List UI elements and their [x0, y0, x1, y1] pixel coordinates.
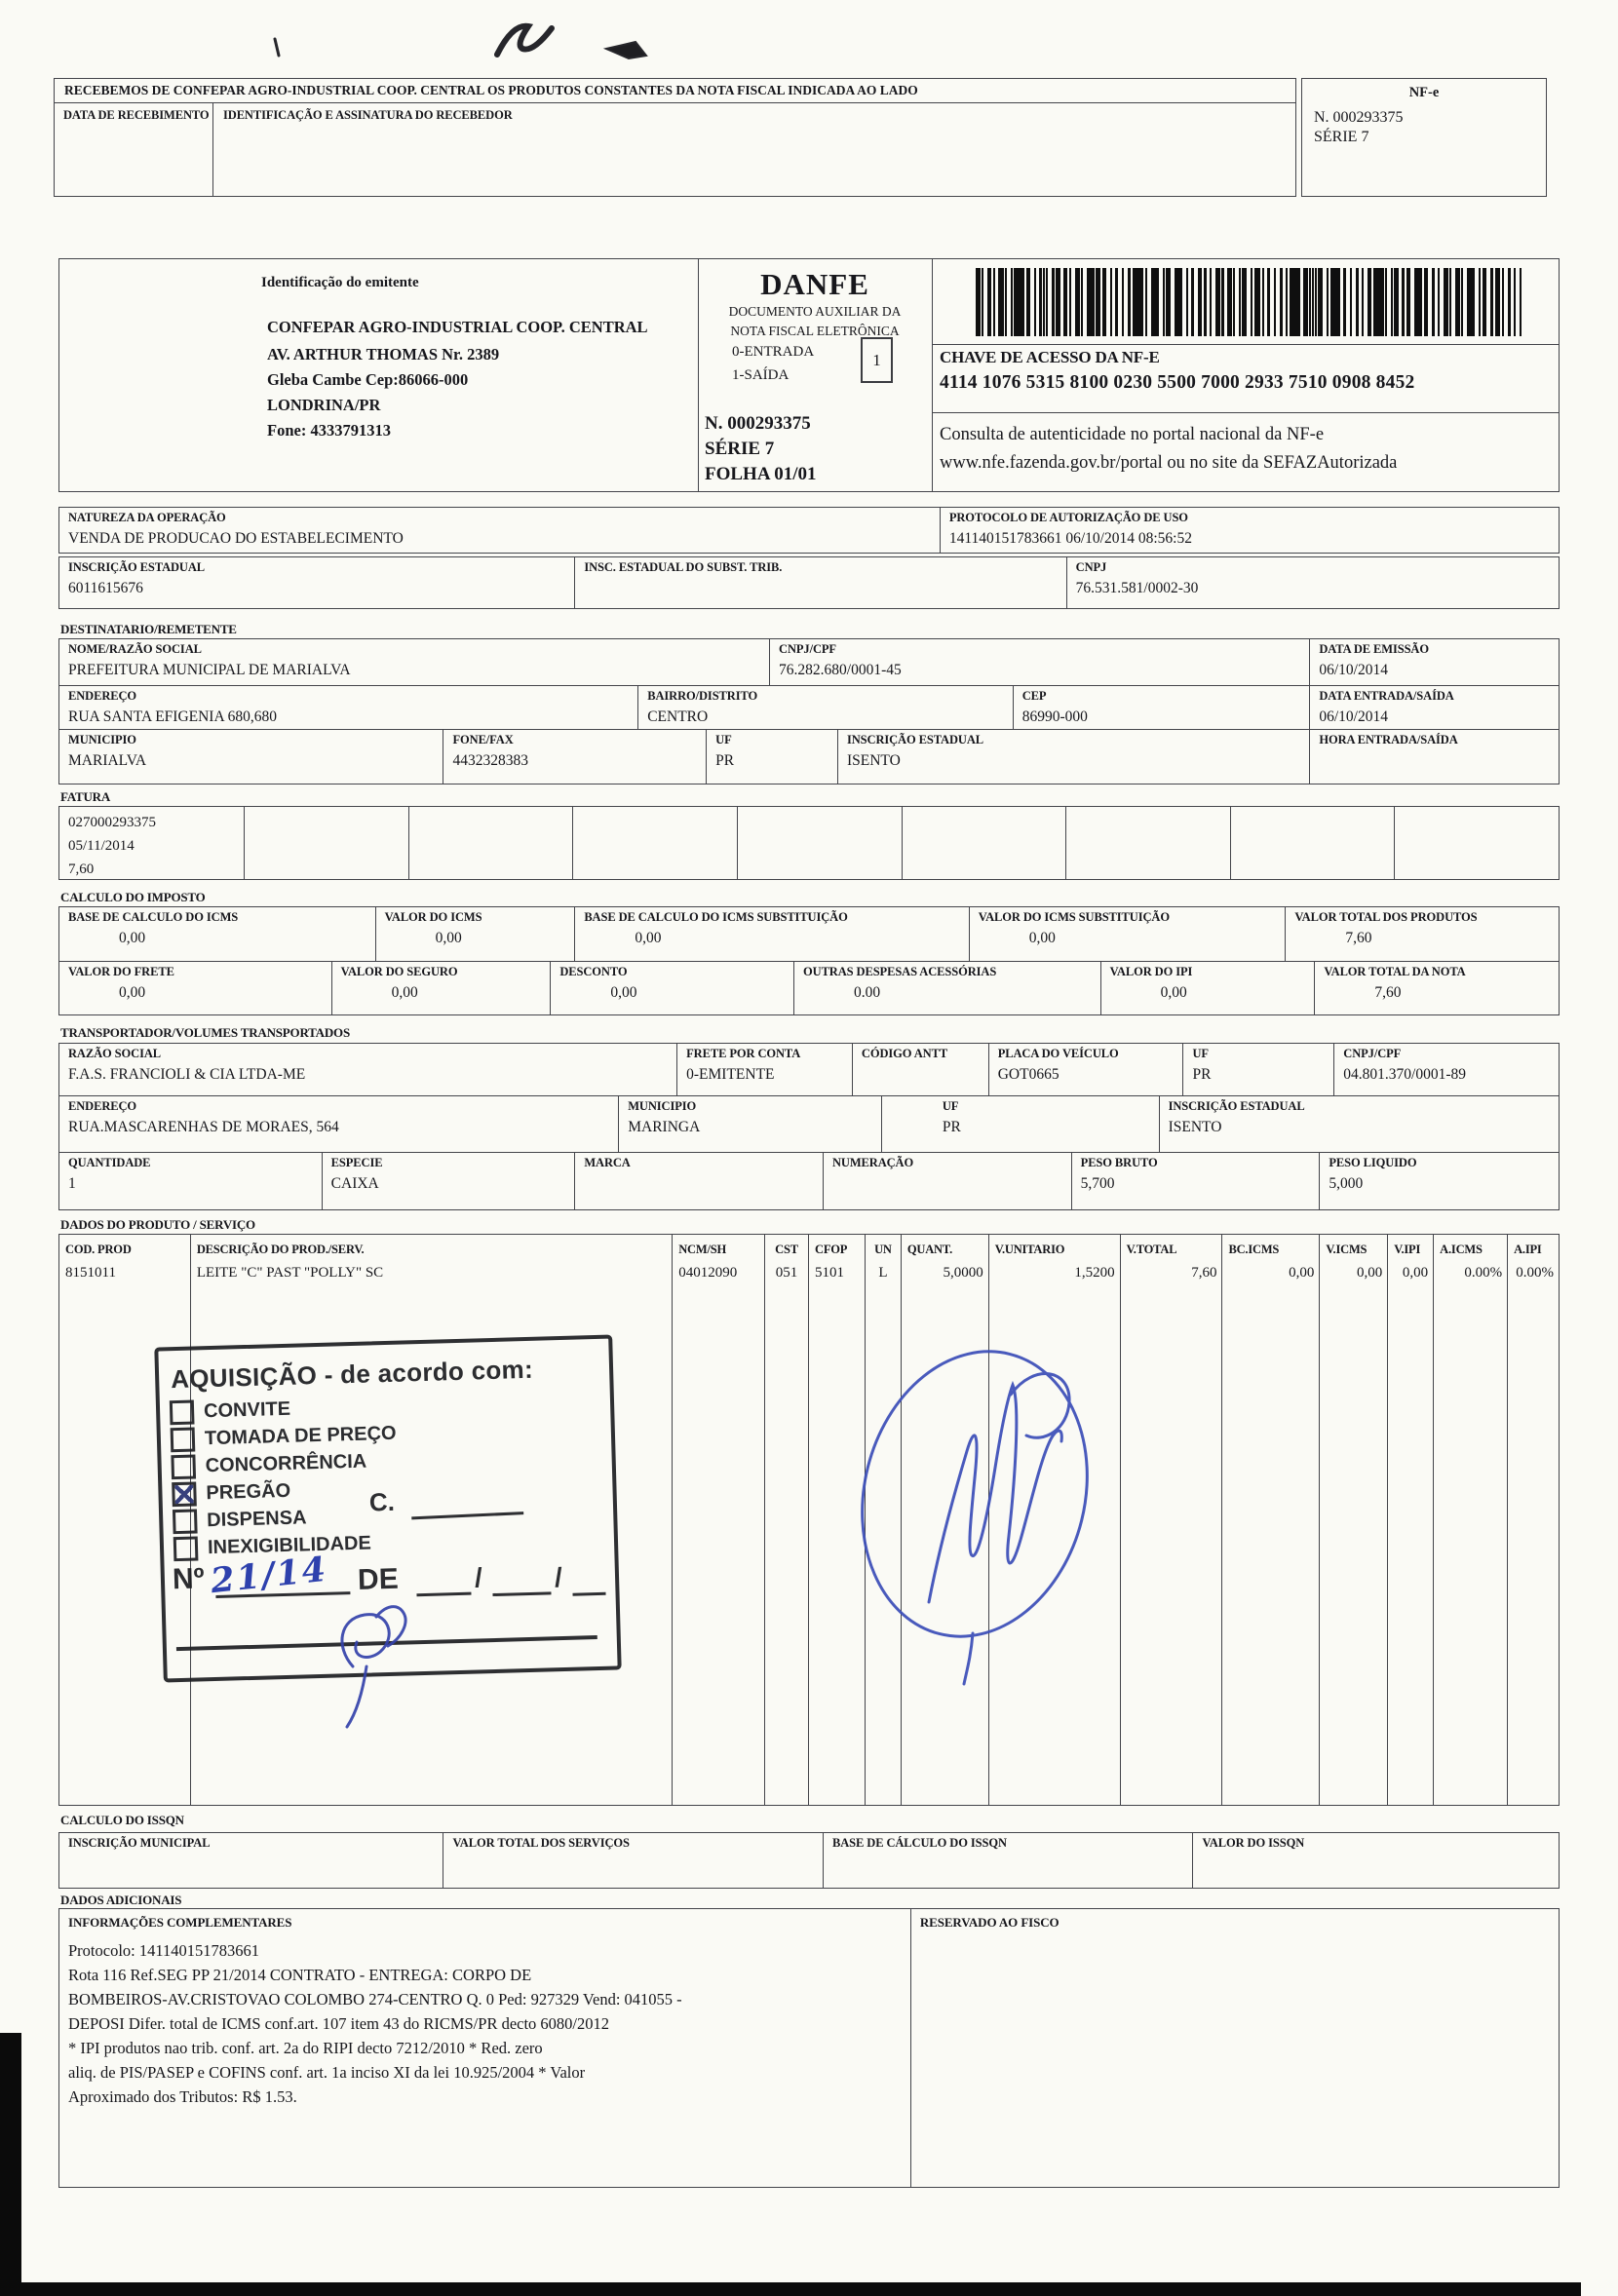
produtos-section-label: DADOS DO PRODUTO / SERVIÇO	[60, 1217, 255, 1232]
field-cnpj-emitente	[1067, 557, 1559, 608]
dest-cep-valor: 86990-000	[1021, 708, 1088, 725]
dest-municipio-valor: MARIALVA	[68, 752, 147, 769]
valor-frete-label: VALOR DO FRETE	[68, 965, 174, 978]
fatura-cell-vazia	[409, 807, 574, 879]
emitente-complemento: Gleba Cambe Cep:86066-000	[267, 370, 469, 389]
field-marca	[575, 1153, 824, 1209]
field-valor-issqn	[1193, 1833, 1559, 1888]
field-quantidade	[59, 1153, 323, 1209]
dest-cnpj-valor: 76.282.680/0001-45	[779, 662, 902, 678]
header-ncm: NCM/SH	[678, 1243, 726, 1256]
dest-fone-label: FONE/FAX	[452, 733, 514, 746]
col-v-icms	[1320, 1235, 1388, 1805]
field-valor-icms	[376, 907, 576, 961]
field-dest-uf	[707, 730, 838, 784]
field-transp-municipio	[619, 1096, 882, 1152]
divider	[932, 259, 933, 491]
stamp-numero-label: Nº	[172, 1562, 206, 1596]
stamp-slash-1: /	[474, 1562, 483, 1593]
field-dest-cep	[1014, 686, 1311, 729]
field-natureza-operacao	[59, 508, 941, 553]
fatura-valor: 7,60	[68, 861, 95, 877]
stamp-option-tomada: TOMADA DE PREÇO	[204, 1422, 397, 1449]
header-v-unitario: V.UNITARIO	[994, 1243, 1065, 1256]
divider	[932, 344, 1559, 345]
stamp-data-line-1	[416, 1592, 471, 1597]
transp-uf1-valor: PR	[1192, 1066, 1212, 1083]
col-quant	[902, 1235, 989, 1805]
field-dest-bairro	[638, 686, 1014, 729]
col-v-total	[1121, 1235, 1223, 1805]
peso-liquido-valor: 5,000	[1329, 1175, 1364, 1192]
nfe-title: NF-e	[1408, 85, 1440, 100]
valor-descricao: LEITE "C" PAST "POLLY" SC	[196, 1265, 384, 1281]
consulta-linha-2: www.nfe.fazenda.gov.br/portal ou no site da SEFAZAutorizada	[940, 453, 1398, 473]
header-v-ipi: V.IPI	[1394, 1243, 1421, 1256]
field-transp-endereco	[59, 1096, 619, 1152]
valor-seguro-label: VALOR DO SEGURO	[340, 965, 458, 978]
dest-nome-label: NOME/RAZÃO SOCIAL	[68, 642, 202, 656]
col-v-ipi	[1388, 1235, 1434, 1805]
row-destinatario-3	[58, 729, 1560, 784]
field-placa-veiculo	[989, 1044, 1184, 1095]
field-transp-uf2	[882, 1096, 1160, 1152]
row-dados-adicionais	[58, 1908, 1560, 2188]
header-v-icms: V.ICMS	[1326, 1243, 1368, 1256]
danfe-entrada: 0-ENTRADA	[732, 344, 815, 360]
row-transportador-1	[58, 1043, 1560, 1096]
dest-nome-valor: PREFEITURA MUNICIPAL DE MARIALVA	[68, 662, 351, 678]
dados-adicionais-section-label: DADOS ADICIONAIS	[60, 1893, 182, 1907]
info-linha-4: DEPOSI Difer. total de ICMS conf.art. 107 item 43 do RICMS/PR decto 6080/2012	[68, 2014, 610, 2033]
field-dest-municipio	[59, 730, 443, 784]
info-linha-6: aliq. de PIS/PASEP e COFINS conf. art. 1a inciso XI da lei 10.925/2004 * Valor	[68, 2063, 586, 2082]
fatura-cell-vazia	[1231, 807, 1396, 879]
field-data-emissao	[1310, 639, 1559, 685]
stamp-c-label: C.	[368, 1486, 396, 1517]
valor-icms-label: VALOR DO ICMS	[384, 910, 482, 924]
data-emissao-label: DATA DE EMISSÃO	[1319, 642, 1429, 656]
field-dest-endereco	[59, 686, 638, 729]
fatura-cell-vazia	[903, 807, 1067, 879]
especie-label: ESPECIE	[330, 1156, 383, 1169]
transp-uf2-label: UF	[942, 1099, 959, 1113]
cnpj-emitente-label: CNPJ	[1075, 560, 1107, 574]
numeracao-label: NUMERAÇÃO	[831, 1156, 914, 1169]
protocolo-label: PROTOCOLO DE AUTORIZAÇÃO DE USO	[948, 511, 1188, 524]
transp-ie-label: INSCRIÇÃO ESTADUAL	[1168, 1099, 1305, 1113]
valor-servicos-label: VALOR TOTAL DOS SERVIÇOS	[452, 1836, 630, 1850]
field-ie-subst-trib	[575, 557, 1066, 608]
field-hora-entrada-saida	[1310, 730, 1559, 784]
data-entrada-label: DATA ENTRADA/SAÍDA	[1319, 689, 1454, 703]
transportador-section-label: TRANSPORTADOR/VOLUMES TRANSPORTADOS	[60, 1025, 351, 1040]
placa-label: PLACA DO VEÍCULO	[997, 1047, 1119, 1060]
header-quant: QUANT.	[906, 1243, 953, 1256]
bc-icms-st-label: BASE DE CALCULO DO ICMS SUBSTITUIÇÃO	[584, 910, 848, 924]
stamp-title: AQUISIÇÃO - de acordo com:	[170, 1354, 534, 1395]
emitente-nome: CONFEPAR AGRO-INDUSTRIAL COOP. CENTRAL	[267, 318, 648, 336]
protocolo-valor: 141140151783661 06/10/2014 08:56:52	[948, 530, 1192, 547]
stamp-checkbox-2	[171, 1454, 196, 1479]
fatura-vencimento: 05/11/2014	[68, 838, 135, 854]
natureza-valor: VENDA DE PRODUCAO DO ESTABELECIMENTO	[68, 530, 404, 547]
data-emissao-valor: 06/10/2014	[1319, 662, 1388, 678]
row-imposto-1	[58, 906, 1560, 962]
handwritten-pregao-numero: 21/14	[209, 1549, 330, 1602]
field-valor-ipi	[1101, 962, 1316, 1014]
fatura-cell-vazia	[1395, 807, 1559, 879]
fatura-cell-vazia	[573, 807, 738, 879]
info-linha-1: Protocolo: 141140151783661	[68, 1941, 260, 1960]
header-cfop: CFOP	[815, 1243, 848, 1256]
info-linha-3: BOMBEIROS-AV.CRISTOVAO COLOMBO 274-CENTRO Q. 0 Ped: 927329 Vend: 041055 -	[68, 1990, 682, 2009]
field-valor-total-produtos	[1286, 907, 1559, 961]
transp-uf1-label: UF	[1192, 1047, 1209, 1060]
field-valor-seguro	[332, 962, 552, 1014]
col-bc-icms	[1222, 1235, 1320, 1805]
danfe-saida: 1-SAÍDA	[732, 367, 790, 383]
valor-v-total: 7,60	[1191, 1265, 1217, 1281]
dest-endereco-valor: RUA SANTA EFIGENIA 680,680	[68, 708, 278, 725]
stamp-option-convite: CONVITE	[203, 1397, 291, 1422]
transp-municipio-label: MUNICIPIO	[628, 1099, 697, 1113]
aquisicao-stamp	[154, 1335, 621, 1683]
data-entrada-valor: 06/10/2014	[1319, 708, 1388, 725]
data-recebimento-label: DATA DE RECEBIMENTO	[63, 108, 210, 122]
info-linha-7: Aproximado dos Tributos: R$ 1.53.	[68, 2087, 297, 2106]
bc-icms-valor: 0,00	[119, 930, 146, 946]
reservado-fisco-label: RESERVADO AO FISCO	[919, 1915, 1059, 1930]
peso-bruto-valor: 5,700	[1080, 1175, 1115, 1192]
info-complementares-label: INFORMAÇÕES COMPLEMENTARES	[68, 1915, 292, 1930]
placa-valor: GOT0665	[997, 1066, 1059, 1083]
cnpj-emitente-valor: 76.531.581/0002-30	[1075, 580, 1199, 596]
header-a-ipi: A.IPI	[1514, 1243, 1542, 1256]
col-cfop	[809, 1235, 866, 1805]
stamp-checkbox-4	[173, 1509, 198, 1534]
emitente-municipio: LONDRINA/PR	[267, 396, 381, 414]
field-desconto	[551, 962, 794, 1014]
issqn-section-label: CALCULO DO ISSQN	[60, 1813, 184, 1827]
peso-bruto-label: PESO BRUTO	[1080, 1156, 1158, 1169]
valor-un: L	[878, 1265, 888, 1281]
dest-municipio-label: MUNICIPIO	[68, 733, 136, 746]
field-valor-frete	[59, 962, 332, 1014]
field-outras-despesas	[794, 962, 1101, 1014]
header-bc-icms: BC.ICMS	[1228, 1243, 1280, 1256]
field-identificacao-recebedor	[213, 103, 1295, 197]
transp-ie-valor: ISENTO	[1168, 1119, 1222, 1135]
info-linha-2: Rota 116 Ref.SEG PP 21/2014 CONTRATO - ENTREGA: CORPO DE	[68, 1966, 532, 1984]
valor-bc-icms: 0,00	[1289, 1265, 1315, 1281]
header-cod-prod: COD. PROD	[65, 1243, 132, 1256]
canhoto-nfe-box	[1301, 78, 1547, 197]
stamp-checkbox-5	[173, 1536, 199, 1561]
valor-issqn-label: VALOR DO ISSQN	[1202, 1836, 1305, 1850]
field-protocolo	[941, 508, 1559, 553]
danfe-tipo-box: 1	[861, 337, 893, 383]
canhoto-statement: RECEBEMOS DE CONFEPAR AGRO-INDUSTRIAL COOP. CENTRAL OS PRODUTOS CONSTANTES DA NOTA FISCAL INDICADA AO LADO	[55, 79, 1295, 103]
field-data-entrada-saida	[1310, 686, 1559, 729]
col-a-ipi	[1508, 1235, 1559, 1805]
stamp-de-label: DE	[357, 1562, 400, 1596]
frete-conta-label: FRETE POR CONTA	[686, 1047, 801, 1060]
stamp-slash-2: /	[554, 1562, 563, 1593]
info-linha-5: * IPI produtos nao trib. conf. art. 2a do RIPI decto 7212/2010 * Red. zero	[68, 2039, 543, 2057]
outras-despesas-label: OUTRAS DESPESAS ACESSÓRIAS	[803, 965, 997, 978]
peso-liquido-label: PESO LIQUIDO	[1329, 1156, 1417, 1169]
outras-despesas-valor: 0.00	[854, 984, 881, 1001]
valor-frete-valor: 0,00	[119, 984, 146, 1001]
danfe-serie: SÉRIE 7	[705, 439, 775, 459]
valor-icms-valor: 0,00	[435, 930, 462, 946]
valor-cod-prod: 8151011	[65, 1265, 116, 1281]
especie-valor: CAIXA	[330, 1175, 379, 1192]
valor-ipi-label: VALOR DO IPI	[1109, 965, 1193, 978]
emitente-section-label: Identificação do emitente	[261, 275, 419, 290]
transp-razao-valor: F.A.S. FRANCIOLI & CIA LTDA-ME	[68, 1066, 306, 1083]
stamp-option-inexigibilidade: INEXIGIBILIDADE	[207, 1531, 372, 1558]
transp-razao-label: RAZÃO SOCIAL	[68, 1047, 161, 1060]
dest-ie-label: INSCRIÇÃO ESTADUAL	[846, 733, 983, 746]
dest-ie-valor: ISENTO	[846, 752, 901, 769]
imposto-section-label: CALCULO DO IMPOSTO	[60, 890, 206, 904]
transp-municipio-valor: MARINGA	[628, 1119, 701, 1135]
dest-uf-label: UF	[715, 733, 732, 746]
field-frete-por-conta	[677, 1044, 853, 1095]
quantidade-valor: 1	[68, 1175, 76, 1192]
stamp-checkbox-3	[172, 1481, 197, 1507]
scan-artifact-left-bar	[0, 2033, 21, 2284]
col-ncm	[673, 1235, 765, 1805]
stamp-option-dispensa: DISPENSA	[206, 1506, 307, 1531]
divider	[932, 412, 1559, 413]
fatura-section-label: FATURA	[60, 789, 111, 804]
stamp-signature-line	[176, 1635, 597, 1651]
danfe-subtitle-1: DOCUMENTO AUXILIAR DA	[728, 304, 902, 319]
quantidade-label: QUANTIDADE	[68, 1156, 151, 1169]
stamp-option-pregao: PREGÃO	[206, 1479, 291, 1504]
header-a-icms: A.ICMS	[1440, 1243, 1483, 1256]
consulta-linha-1: Consulta de autenticidade no portal nacional da NF-e	[940, 425, 1325, 444]
stamp-data-line-2	[492, 1591, 551, 1596]
field-valor-servicos	[443, 1833, 824, 1888]
scan-artifact-bottom-bar	[0, 2282, 1581, 2296]
field-reservado-fisco	[911, 1909, 1559, 2187]
valor-cfop: 5101	[815, 1265, 844, 1281]
fatura-cell-vazia	[245, 807, 409, 879]
danfe-folha: FOLHA 01/01	[705, 464, 817, 484]
row-natureza	[58, 507, 1560, 554]
valor-seguro-valor: 0,00	[391, 984, 418, 1001]
row-destinatario-2	[58, 685, 1560, 730]
header-un: UN	[874, 1243, 892, 1256]
valor-v-unitario: 1,5200	[1074, 1265, 1115, 1281]
field-peso-bruto	[1072, 1153, 1321, 1209]
fatura-cell-vazia	[1066, 807, 1231, 879]
pen-marks-top	[275, 26, 646, 58]
row-transportador-2	[58, 1095, 1560, 1153]
base-issqn-label: BASE DE CÁLCULO DO ISSQN	[831, 1836, 1007, 1850]
valor-ipi-valor: 0,00	[1160, 984, 1187, 1001]
identificacao-label: IDENTIFICAÇÃO E ASSINATURA DO RECEBEDOR	[223, 108, 513, 122]
field-dest-fone	[443, 730, 707, 784]
transp-endereco-valor: RUA.MASCARENHAS DE MORAES, 564	[68, 1119, 339, 1135]
dest-bairro-label: BAIRRO/DISTRITO	[647, 689, 758, 703]
barcode	[976, 268, 1522, 336]
field-bc-icms-st	[575, 907, 969, 961]
row-fatura	[58, 806, 1560, 880]
valor-cst: 051	[775, 1265, 798, 1281]
natureza-label: NATUREZA DA OPERAÇÃO	[68, 511, 226, 524]
chave-acesso-label: CHAVE DE ACESSO DA NF-E	[940, 348, 1160, 366]
field-base-issqn	[824, 1833, 1194, 1888]
col-a-icms	[1434, 1235, 1508, 1805]
field-transp-cnpj	[1334, 1044, 1559, 1095]
row-transportador-3	[58, 1152, 1560, 1210]
col-un	[866, 1235, 902, 1805]
dest-fone-valor: 4432328383	[452, 752, 528, 769]
field-inscricao-municipal	[59, 1833, 443, 1888]
desconto-valor: 0,00	[610, 984, 637, 1001]
field-transp-razao	[59, 1044, 677, 1095]
field-numeracao	[824, 1153, 1072, 1209]
row-destinatario-1	[58, 638, 1560, 686]
field-transp-uf1	[1183, 1044, 1334, 1095]
field-especie	[323, 1153, 576, 1209]
dest-bairro-valor: CENTRO	[647, 708, 709, 725]
stamp-data-line-3	[572, 1592, 605, 1596]
canhoto-recibo	[54, 78, 1296, 197]
col-cst	[765, 1235, 809, 1805]
field-data-recebimento	[55, 103, 213, 197]
marca-label: MARCA	[584, 1156, 631, 1169]
field-codigo-antt	[853, 1044, 989, 1095]
transp-uf2-valor: PR	[942, 1119, 961, 1135]
valor-quant: 5,0000	[943, 1265, 983, 1281]
chave-acesso-valor: 4114 1076 5315 8100 0230 5500 7000 2933 7510 0908 8452	[940, 372, 1415, 393]
valor-v-icms: 0,00	[1356, 1265, 1383, 1281]
header-v-total: V.TOTAL	[1126, 1243, 1177, 1256]
danfe-title: DANFE	[760, 267, 869, 301]
desconto-label: DESCONTO	[559, 965, 628, 978]
danfe-header	[58, 258, 1560, 492]
field-bc-icms	[59, 907, 376, 961]
valor-a-icms: 0.00%	[1464, 1265, 1503, 1281]
field-fatura-dados	[59, 807, 245, 879]
inscricao-municipal-label: INSCRIÇÃO MUNICIPAL	[68, 1836, 211, 1850]
row-imposto-2	[58, 961, 1560, 1015]
nfe-numero: N. 000293375	[1314, 109, 1404, 126]
field-peso-liquido	[1320, 1153, 1559, 1209]
transp-cnpj-label: CNPJ/CPF	[1343, 1047, 1402, 1060]
danfe-subtitle-2: NOTA FISCAL ELETRÔNICA	[730, 324, 900, 338]
bc-icms-label: BASE DE CALCULO DO ICMS	[68, 910, 239, 924]
emitente-endereco: AV. ARTHUR THOMAS Nr. 2389	[267, 345, 500, 364]
row-issqn	[58, 1832, 1560, 1889]
field-dest-cnpj	[770, 639, 1310, 685]
destinatario-section-label: DESTINATARIO/REMETENTE	[60, 622, 237, 636]
header-descricao: DESCRIÇÃO DO PROD./SERV.	[196, 1243, 365, 1256]
ie-label: INSCRIÇÃO ESTADUAL	[68, 560, 206, 574]
valor-icms-st-valor: 0,00	[1028, 930, 1056, 946]
stamp-checkbox-1	[171, 1427, 196, 1452]
transp-endereco-label: ENDEREÇO	[68, 1099, 137, 1113]
field-transp-ie	[1160, 1096, 1559, 1152]
field-valor-total-nota	[1315, 962, 1559, 1014]
valor-v-ipi: 0,00	[1402, 1265, 1429, 1281]
nfe-serie: SÉRIE 7	[1314, 129, 1369, 145]
valor-a-ipi: 0.00%	[1516, 1265, 1555, 1281]
transp-cnpj-valor: 04.801.370/0001-89	[1343, 1066, 1467, 1083]
codigo-antt-label: CÓDIGO ANTT	[861, 1047, 948, 1060]
field-dest-ie	[838, 730, 1310, 784]
stamp-checkbox-0	[170, 1399, 195, 1425]
field-dest-nome	[59, 639, 770, 685]
field-informacoes-complementares	[59, 1909, 911, 2187]
ie-valor: 6011615676	[68, 580, 143, 596]
valor-ncm: 04012090	[678, 1265, 738, 1281]
emitente-fone: Fone: 4333791313	[267, 421, 391, 440]
total-produtos-valor: 7,60	[1345, 930, 1372, 946]
fatura-numero: 027000293375	[68, 815, 156, 830]
ie-subst-label: INSC. ESTADUAL DO SUBST. TRIB.	[584, 560, 783, 574]
hora-entrada-label: HORA ENTRADA/SAÍDA	[1319, 733, 1458, 746]
dest-cnpj-label: CNPJ/CPF	[779, 642, 836, 656]
fatura-cell-vazia	[738, 807, 903, 879]
dest-uf-valor: PR	[715, 752, 735, 769]
dest-cep-label: CEP	[1021, 689, 1047, 703]
field-inscricao-estadual	[59, 557, 575, 608]
danfe-numero: N. 000293375	[705, 413, 811, 434]
total-produtos-label: VALOR TOTAL DOS PRODUTOS	[1294, 910, 1478, 924]
dest-endereco-label: ENDEREÇO	[68, 689, 137, 703]
total-nota-label: VALOR TOTAL DA NOTA	[1324, 965, 1466, 978]
field-valor-icms-st	[970, 907, 1287, 961]
stamp-option-concorrencia: CONCORRÊNCIA	[205, 1450, 367, 1476]
total-nota-valor: 7,60	[1374, 984, 1402, 1001]
row-inscricoes	[58, 556, 1560, 609]
col-v-unitario	[989, 1235, 1121, 1805]
header-cst: CST	[775, 1243, 798, 1256]
stamp-c-line	[411, 1512, 523, 1519]
bc-icms-st-valor: 0,00	[635, 930, 662, 946]
valor-icms-st-label: VALOR DO ICMS SUBSTITUIÇÃO	[978, 910, 1170, 924]
frete-conta-valor: 0-EMITENTE	[686, 1066, 775, 1083]
